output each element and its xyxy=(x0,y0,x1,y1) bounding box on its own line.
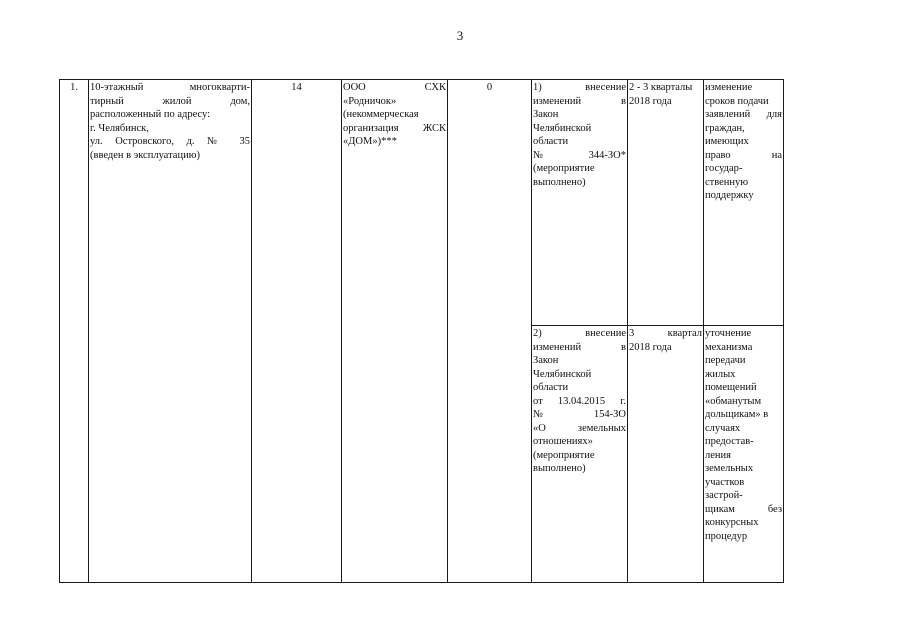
object-line: 10-этажный многокварти- xyxy=(90,82,250,93)
developer-line: (некоммерческая xyxy=(343,109,419,120)
measure-purpose-cell xyxy=(704,80,784,326)
object-line: тирный жилой дом, xyxy=(90,95,250,107)
action-line: выполнено) xyxy=(533,176,586,188)
action-line: № 344-ЗО* xyxy=(533,149,626,161)
purpose-line: заявлений для xyxy=(705,109,782,120)
purpose-line: механизма xyxy=(705,341,753,353)
object-cell xyxy=(89,80,252,583)
developer-cell xyxy=(342,80,448,583)
object-line: ул. Островского, д. № 35 xyxy=(90,136,250,147)
purpose-line: щикам без xyxy=(705,503,782,515)
object-line: (введен в эксплуатацию) xyxy=(90,149,201,161)
action-line: (мероприятие xyxy=(533,163,595,174)
action-line: 2) внесение xyxy=(533,328,626,339)
developer-line: «Родничок» xyxy=(343,95,397,107)
purpose-line: «обманутым xyxy=(705,395,762,407)
purpose-line: граждан, xyxy=(705,122,745,134)
table-row xyxy=(60,80,784,326)
purpose-line: земельных xyxy=(705,463,754,474)
purpose-line: имеющих xyxy=(705,136,749,147)
purpose-line: жилых xyxy=(705,368,736,380)
action-line: изменений в xyxy=(533,95,626,107)
measure-period-cell xyxy=(628,326,704,583)
action-line: 1) внесение xyxy=(533,82,626,93)
page-number: 3 xyxy=(456,28,464,43)
action-line: от 13.04.2015 г. xyxy=(533,395,626,407)
developer-line: организация ЖСК xyxy=(343,122,446,134)
action-line: (мероприятие xyxy=(533,449,595,461)
row-number: 1. xyxy=(70,82,78,93)
purpose-line: поддержку xyxy=(705,190,754,201)
action-line: Челябинской xyxy=(533,368,592,380)
count-value: 14 xyxy=(291,82,302,93)
developer-line: «ДОМ»)*** xyxy=(343,136,397,147)
zero-value: 0 xyxy=(486,82,493,93)
purpose-line: передачи xyxy=(705,355,746,366)
purpose-line: процедур xyxy=(705,530,748,542)
purpose-line: конкурсных xyxy=(705,517,759,528)
action-line: «О земельных xyxy=(533,422,626,434)
action-line: изменений в xyxy=(533,341,626,353)
object-line: расположенный по адресу: xyxy=(90,109,211,120)
action-line: области xyxy=(533,136,569,147)
purpose-line: предостав- xyxy=(705,436,754,447)
object-line: г. Челябинск, xyxy=(90,122,149,134)
purpose-line: помещений xyxy=(705,382,757,393)
purpose-line: дольщикам» в xyxy=(705,409,769,420)
measure-action-cell xyxy=(532,80,628,326)
period-line: 3 квартал xyxy=(629,328,702,339)
purpose-line: государ- xyxy=(705,163,743,174)
period-line: 2018 года xyxy=(629,341,672,353)
action-line: области xyxy=(533,382,569,393)
row-number-cell xyxy=(60,80,89,583)
action-line: Закон xyxy=(533,109,559,120)
action-line: Закон xyxy=(533,355,559,366)
purpose-line: право на xyxy=(705,149,782,161)
purpose-line: уточнение xyxy=(705,328,752,339)
measures-table xyxy=(59,79,784,583)
period-line: 2 - 3 кварталы xyxy=(629,82,693,93)
action-line: выполнено) xyxy=(533,463,586,474)
purpose-line: сроков подачи xyxy=(705,95,769,107)
measure-action-cell xyxy=(532,326,628,583)
purpose-line: участков xyxy=(705,476,745,488)
zero-cell xyxy=(448,80,532,583)
purpose-line: изменение xyxy=(705,82,753,93)
count-cell xyxy=(252,80,342,583)
purpose-line: ления xyxy=(705,449,731,461)
period-line: 2018 года xyxy=(629,95,672,107)
action-line: № 154-ЗО xyxy=(533,409,626,420)
purpose-line: ственную xyxy=(705,176,749,188)
measure-period-cell xyxy=(628,80,704,326)
purpose-line: случаях xyxy=(705,422,741,434)
purpose-line: застрой- xyxy=(705,490,743,501)
action-line: отношениях» xyxy=(533,436,593,447)
developer-line: ООО СХК xyxy=(343,82,446,93)
action-line: Челябинской xyxy=(533,122,592,134)
measure-purpose-cell xyxy=(704,326,784,583)
